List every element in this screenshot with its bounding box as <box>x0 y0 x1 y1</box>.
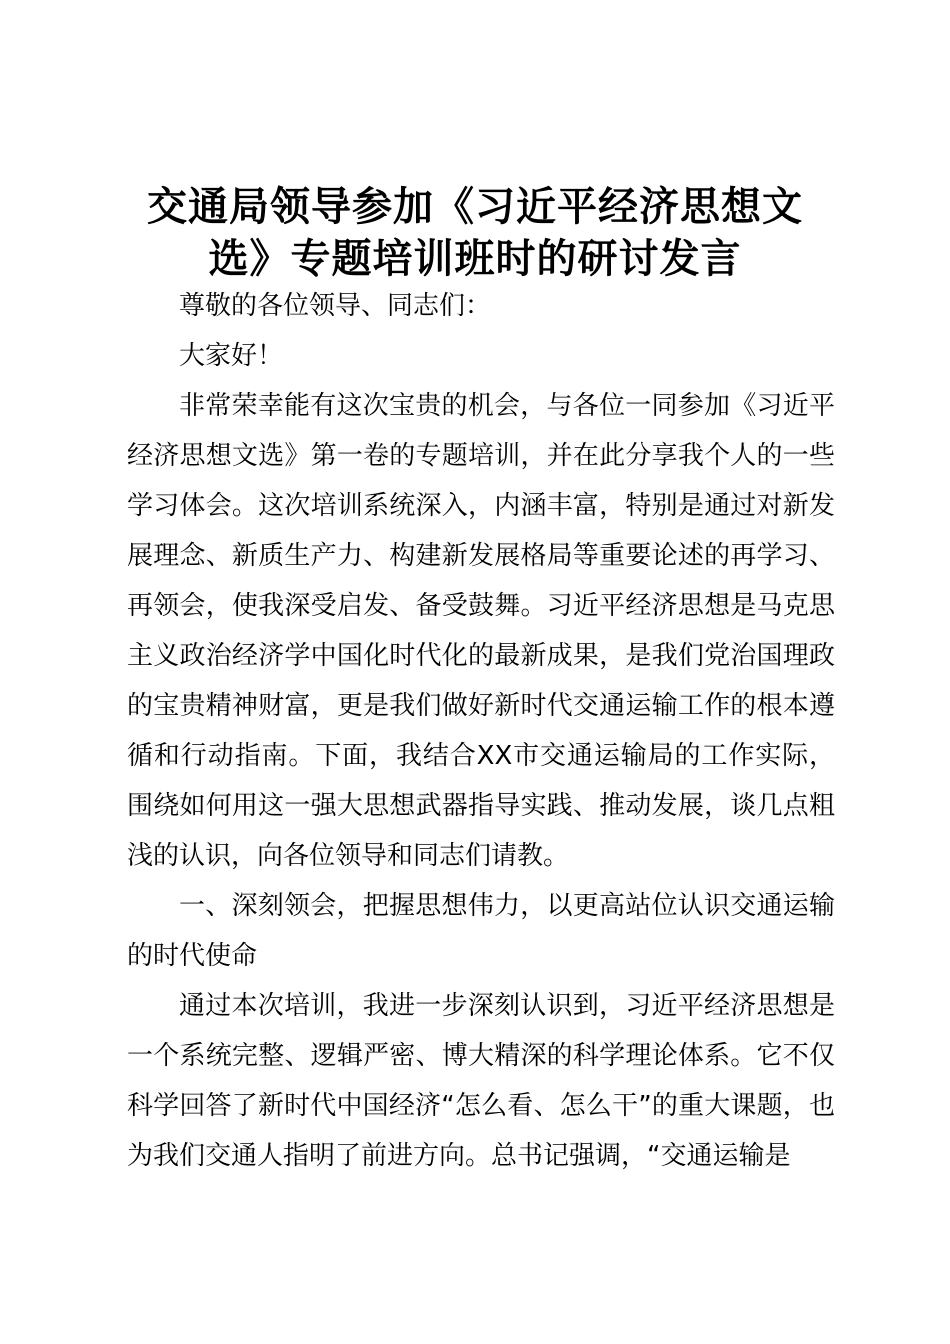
salutation: 尊敬的各位领导、同志们： <box>179 291 492 321</box>
document-title <box>100 181 850 285</box>
body-paragraph-section-1: 通过本次培训，我进一步深刻认识到，习近平经济思想是一个系统完整、逻辑严密、博大精深的科学理论体系。它不仅科学回答了新时代中国经济“怎么看、怎么干”的重大课题，也为我们交通人指明了前进方向。总书记强调，“交通运输是 <box>127 991 835 1171</box>
section-heading-1: 一、深刻领会，把握思想伟力，以更高站位认识交通运输的时代使命 <box>127 891 835 971</box>
greeting: 大家好！ <box>179 341 284 371</box>
document-body <box>127 281 835 1181</box>
title-line-2: 选》专题培训班时的研讨发言 <box>208 235 742 282</box>
title-line-1: 交通局领导参加《习近平经济思想文 <box>147 183 803 230</box>
body-paragraph-intro: 非常荣幸能有这次宝贵的机会，与各位一同参加《习近平经济思想文选》第一卷的专题培训，并在此分享我个人的一些学习体会。这次培训系统深入，内涵丰富，特别是通过对新发展理念、新质生产力、构建新发展格局等重要论述的再学习、再领会，使我深受启发、备受鼓舞。习近平经济思想是马克思主义政治经济学中国化时代化的最新成果，是我们党治国理政的宝贵精神财富，更是我们做好新时代交通运输工作的根本遵循和行动指南。下面，我结合XX市交通运输局的工作实际，围绕如何用这一强大思想武器指导实践、推动发展，谈几点粗浅的认识，向各位领导和同志们请教。 <box>127 391 835 871</box>
